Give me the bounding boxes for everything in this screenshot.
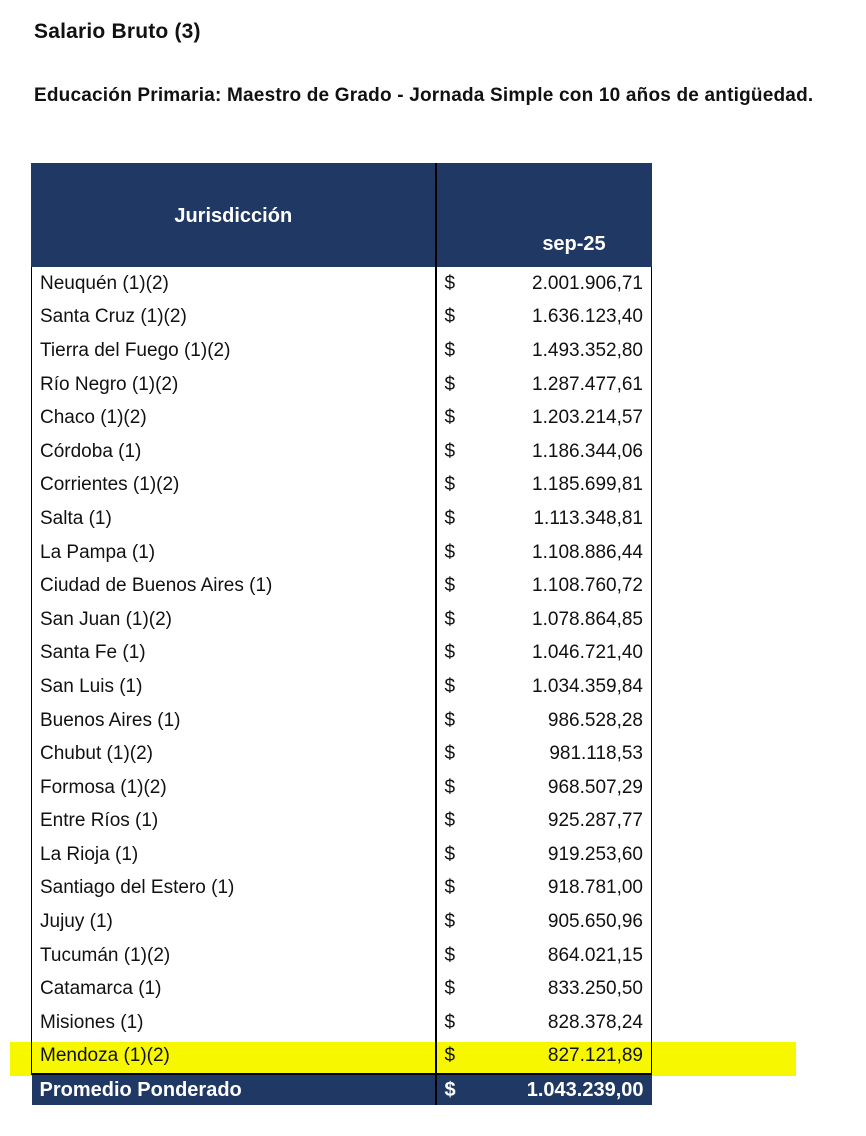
cell-jurisdiction: Santa Fe (1) [32,637,436,671]
cell-currency-symbol: $ [444,575,456,597]
cell-value: 986.528,28 [476,704,652,738]
table-row [32,267,652,301]
cell-currency-symbol: $ [444,407,456,429]
cell-jurisdiction: Mendoza (1)(2) [32,1040,436,1075]
cell-value: 1.046.721,40 [476,637,652,671]
cell-value: 1.078.864,85 [476,603,652,637]
cell-jurisdiction: San Juan (1)(2) [32,603,436,637]
cell-value: 925.287,77 [476,805,652,839]
cell-currency-symbol: $ [444,541,456,563]
table-row [32,569,652,603]
cell-jurisdiction: Entre Ríos (1) [32,805,436,839]
table-row [32,972,652,1006]
cell-value: 828.378,24 [476,1006,652,1040]
table-row [32,502,652,536]
cell-currency-symbol: $ [444,272,456,294]
table-row [32,435,652,469]
table-row [32,905,652,939]
cell-currency-symbol: $ [444,440,456,462]
cell-jurisdiction: Misiones (1) [32,1006,436,1040]
cell-value: 1.108.760,72 [476,569,652,603]
cell-value: 1.287.477,61 [476,368,652,402]
cell-value: 919.253,60 [476,838,652,872]
cell-value: 1.185.699,81 [476,469,652,503]
table-row [32,368,652,402]
cell-value: 827.121,89 [476,1040,652,1075]
cell-currency-symbol: $ [444,978,456,1000]
cell-jurisdiction: Jujuy (1) [32,905,436,939]
cell-jurisdiction: Tierra del Fuego (1)(2) [32,334,436,368]
table-row [32,301,652,335]
table-row [32,939,652,973]
table-row [32,805,652,839]
cell-jurisdiction: Corrientes (1)(2) [32,469,436,503]
table-row [32,536,652,570]
cell-jurisdiction: Formosa (1)(2) [32,771,436,805]
cell-jurisdiction: Neuquén (1)(2) [32,267,436,301]
footer-label: Promedio Ponderado [32,1074,436,1105]
cell-value: 833.250,50 [476,972,652,1006]
cell-value: 1.493.352,80 [476,334,652,368]
cell-currency-symbol: $ [444,608,456,630]
cell-value: 905.650,96 [476,905,652,939]
table-row [32,838,652,872]
cell-value: 1.108.886,44 [476,536,652,570]
cell-jurisdiction: Santiago del Estero (1) [32,872,436,906]
cell-value: 1.636.123,40 [476,301,652,335]
cell-jurisdiction: Catamarca (1) [32,972,436,1006]
cell-jurisdiction: Tucumán (1)(2) [32,939,436,973]
cell-currency-symbol: $ [444,306,456,328]
table-row [32,704,652,738]
cell-currency-symbol: $ [444,507,456,529]
cell-value: 864.021,15 [476,939,652,973]
table-row [32,670,652,704]
cell-jurisdiction: La Pampa (1) [32,536,436,570]
footer-value: 1.043.239,00 [476,1074,652,1105]
table-row [32,1006,652,1040]
cell-jurisdiction: Buenos Aires (1) [32,704,436,738]
cell-value: 1.203.214,57 [476,401,652,435]
page-subtitle: Educación Primaria: Maestro de Grado - Jornada Simple con 10 años de antigüedad. [34,85,814,106]
cell-currency-symbol: $ [444,339,456,361]
column-header-period-label: sep-25 [542,233,606,255]
table-row [32,469,652,503]
cell-jurisdiction: Córdoba (1) [32,435,436,469]
salary-table [31,163,652,1105]
cell-currency-symbol: $ [444,675,456,697]
table-row [32,334,652,368]
cell-jurisdiction: Salta (1) [32,502,436,536]
column-header-jurisdiction [32,163,436,267]
cell-currency-symbol: $ [444,373,456,395]
table-row [32,401,652,435]
cell-value: 918.781,00 [476,872,652,906]
cell-value: 1.034.359,84 [476,670,652,704]
table-row [32,737,652,771]
cell-jurisdiction: Río Negro (1)(2) [32,368,436,402]
cell-jurisdiction: Chubut (1)(2) [32,737,436,771]
cell-currency-symbol: $ [444,1011,456,1033]
cell-currency-symbol: $ [444,776,456,798]
cell-currency-symbol: $ [444,709,456,731]
table-footer-row [32,1074,652,1105]
page-title: Salario Bruto (3) [34,20,201,43]
cell-currency-symbol: $ [444,642,456,664]
cell-jurisdiction: La Rioja (1) [32,838,436,872]
column-header-jurisdiction-label: Jurisdicción [174,205,293,227]
cell-jurisdiction: Santa Cruz (1)(2) [32,301,436,335]
table-header-row [32,163,652,267]
cell-jurisdiction: Chaco (1)(2) [32,401,436,435]
cell-value: 1.186.344,06 [476,435,652,469]
table-row [32,603,652,637]
table-row [32,771,652,805]
cell-value: 981.118,53 [476,737,652,771]
cell-jurisdiction: San Luis (1) [32,670,436,704]
cell-currency-symbol: $ [444,743,456,765]
cell-value: 2.001.906,71 [476,267,652,301]
cell-currency-symbol: $ [444,877,456,899]
cell-currency-symbol: $ [444,944,456,966]
cell-currency-symbol: $ [444,474,456,496]
cell-value: 1.113.348,81 [476,502,652,536]
footer-currency-symbol: $ [436,1074,476,1105]
table-row-highlighted [32,1040,652,1075]
cell-jurisdiction: Ciudad de Buenos Aires (1) [32,569,436,603]
table-row [32,872,652,906]
table-body [32,267,652,1074]
column-header-period [436,163,652,267]
cell-currency-symbol: $ [444,810,456,832]
cell-currency-symbol: $ [436,1040,476,1075]
cell-currency-symbol: $ [444,911,456,933]
cell-value: 968.507,29 [476,771,652,805]
cell-currency-symbol: $ [444,843,456,865]
table-row [32,637,652,671]
